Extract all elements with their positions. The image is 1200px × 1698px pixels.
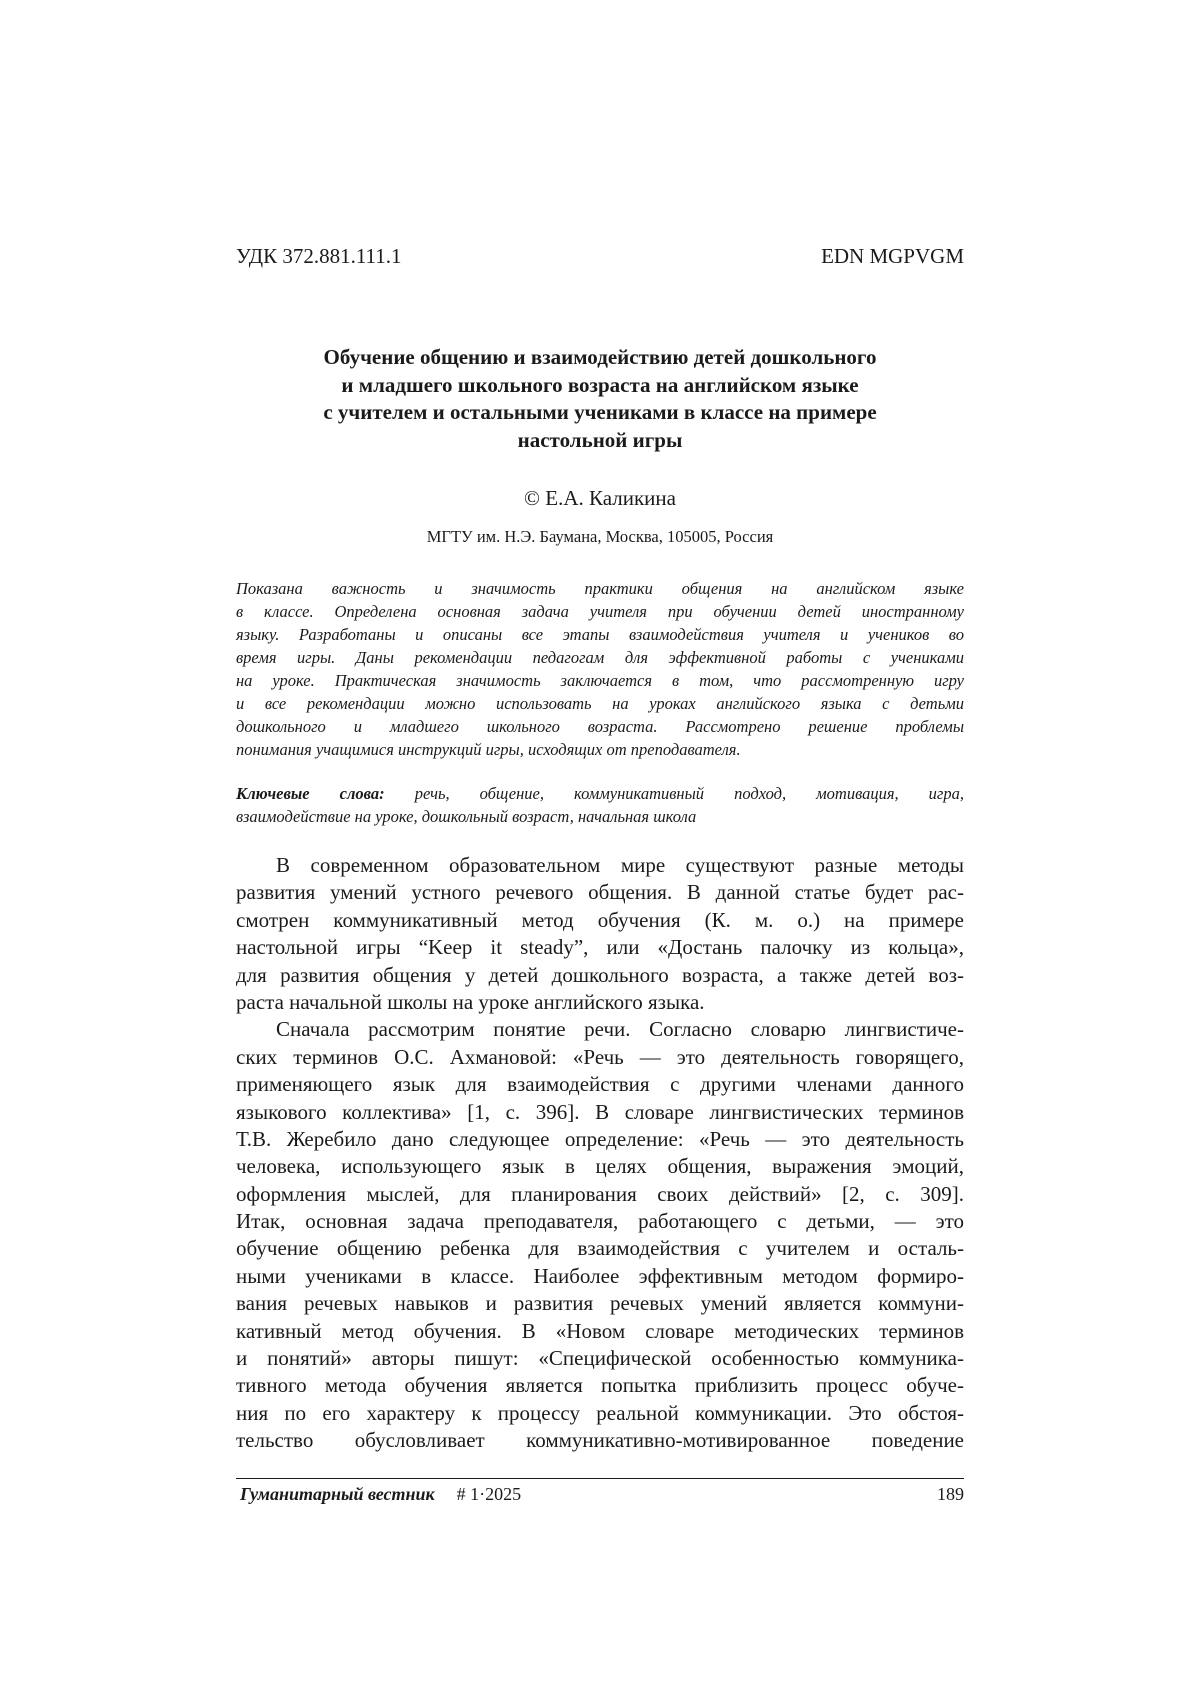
keywords-line xyxy=(236,782,964,805)
body-line: Т.В. Жеребило дано следующее определение: «Речь — это деятельность xyxy=(236,1126,964,1151)
abstract-line: языку. Разработаны и описаны все этапы взаимодействия учителя и учеников во xyxy=(236,625,964,644)
abstract-line: Показана важность и значимость практики общения на английском языке xyxy=(236,579,964,598)
body-line: вания речевых навыков и развития речевых умений является коммуни- xyxy=(236,1291,964,1316)
title-line: с учителем и остальными учениками в классе на примере xyxy=(323,400,877,424)
abstract-line: и все рекомендации можно использовать на уроках английского языка с детьми xyxy=(236,694,964,713)
title-line: настольной игры xyxy=(517,427,683,452)
abstract-line: понимания учащимися инструкций игры, исходящих от преподавателя. xyxy=(236,740,741,759)
article-title xyxy=(236,344,964,454)
keywords-line: взаимодействие на уроке, дошкольный возраст, начальная школа xyxy=(236,807,697,826)
body-line: смотрен коммуникативный метод обучения (К. м. о.) на примере xyxy=(236,907,964,932)
journal-name: Гуманитарный вестник xyxy=(240,1484,435,1504)
body-line: человека, использующего язык в целях общения, выражения эмоций, xyxy=(236,1154,964,1179)
keywords-label: Ключевые слова: xyxy=(236,784,385,803)
journal-issue: # 1·2025 xyxy=(456,1484,522,1504)
body-line: кативный метод обучения. В «Новом словаре методических терминов xyxy=(236,1318,964,1343)
abstract-line: дошкольного и младшего школьного возраста. Рассмотрено решение проблемы xyxy=(236,717,964,736)
page-footer xyxy=(236,1482,964,1506)
body-line: ными учениками в классе. Наиболее эффективным методом формиро- xyxy=(236,1263,964,1288)
title-line: и младшего школьного возраста на английском языке xyxy=(341,372,859,397)
article-body xyxy=(236,852,964,1455)
abstract-line: время игры. Даны рекомендации педагогам для эффективной работы с учениками xyxy=(236,648,964,667)
body-line: развития умений устного речевого общения. В данной статье будет рас- xyxy=(236,880,964,905)
footer-divider xyxy=(236,1478,964,1479)
abstract xyxy=(236,577,964,761)
keywords xyxy=(236,782,964,828)
affiliation: МГТУ им. Н.Э. Баумана, Москва, 105005, Россия xyxy=(426,527,774,546)
body-line: раста начальной школы на уроке английского языка. xyxy=(236,989,705,1014)
body-line: ния по его характеру к процессу реальной коммуникации. Это обстоя- xyxy=(236,1400,964,1425)
body-line: оформления мыслей, для планирования своих действий» [2, с. 309]. xyxy=(236,1181,964,1206)
header-meta xyxy=(236,243,964,269)
body-line: ских терминов О.С. Ахмановой: «Речь — это деятельность говорящего, xyxy=(236,1044,964,1069)
udc-code: УДК 372.881.111.1 xyxy=(236,244,402,268)
abstract-line: в классе. Определена основная задача учителя при обучении детей иностранному xyxy=(236,602,964,621)
footer-journal-info xyxy=(236,1482,521,1506)
page-number: 189 xyxy=(937,1484,964,1504)
author: © Е.А. Каликина xyxy=(524,486,676,510)
edn-code: EDN MGPVGM xyxy=(821,244,964,268)
body-line: Сначала рассмотрим понятие речи. Согласно словарю лингвистиче- xyxy=(276,1017,964,1042)
document-page xyxy=(236,0,964,1698)
title-line: Обучение общению и взаимодействию детей дошкольного xyxy=(323,345,877,369)
body-line: В современном образовательном мире существуют разные методы xyxy=(276,853,964,877)
body-line: тивного метода обучения является попытка приблизить процесс обуче- xyxy=(236,1373,964,1398)
abstract-line: на уроке. Практическая значимость заключается в том, что рассмотренную игру xyxy=(236,671,964,690)
body-line: тельство обусловливает коммуникативно-мотивированное поведение xyxy=(236,1428,964,1453)
body-line: обучение общению ребенка для взаимодействия с учителем и осталь- xyxy=(236,1236,964,1261)
body-line: Итак, основная задача преподавателя, работающего с детьми, — это xyxy=(236,1209,964,1234)
body-line: настольной игры “Keep it steady”, или «Достань палочку из кольца», xyxy=(236,935,964,960)
body-line: применяющего язык для взаимодействия с другими членами данного xyxy=(236,1072,964,1097)
body-line: и понятий» авторы пишут: «Специфической особенностью коммуника- xyxy=(236,1346,964,1371)
body-line: языкового коллектива» [1, с. 396]. В словаре лингвистических терминов xyxy=(236,1099,964,1124)
body-line: для развития общения у детей дошкольного возраста, а также детей воз- xyxy=(236,962,964,987)
keywords-text: речь, общение, коммуникативный подход, мотивация, игра, xyxy=(414,784,964,803)
